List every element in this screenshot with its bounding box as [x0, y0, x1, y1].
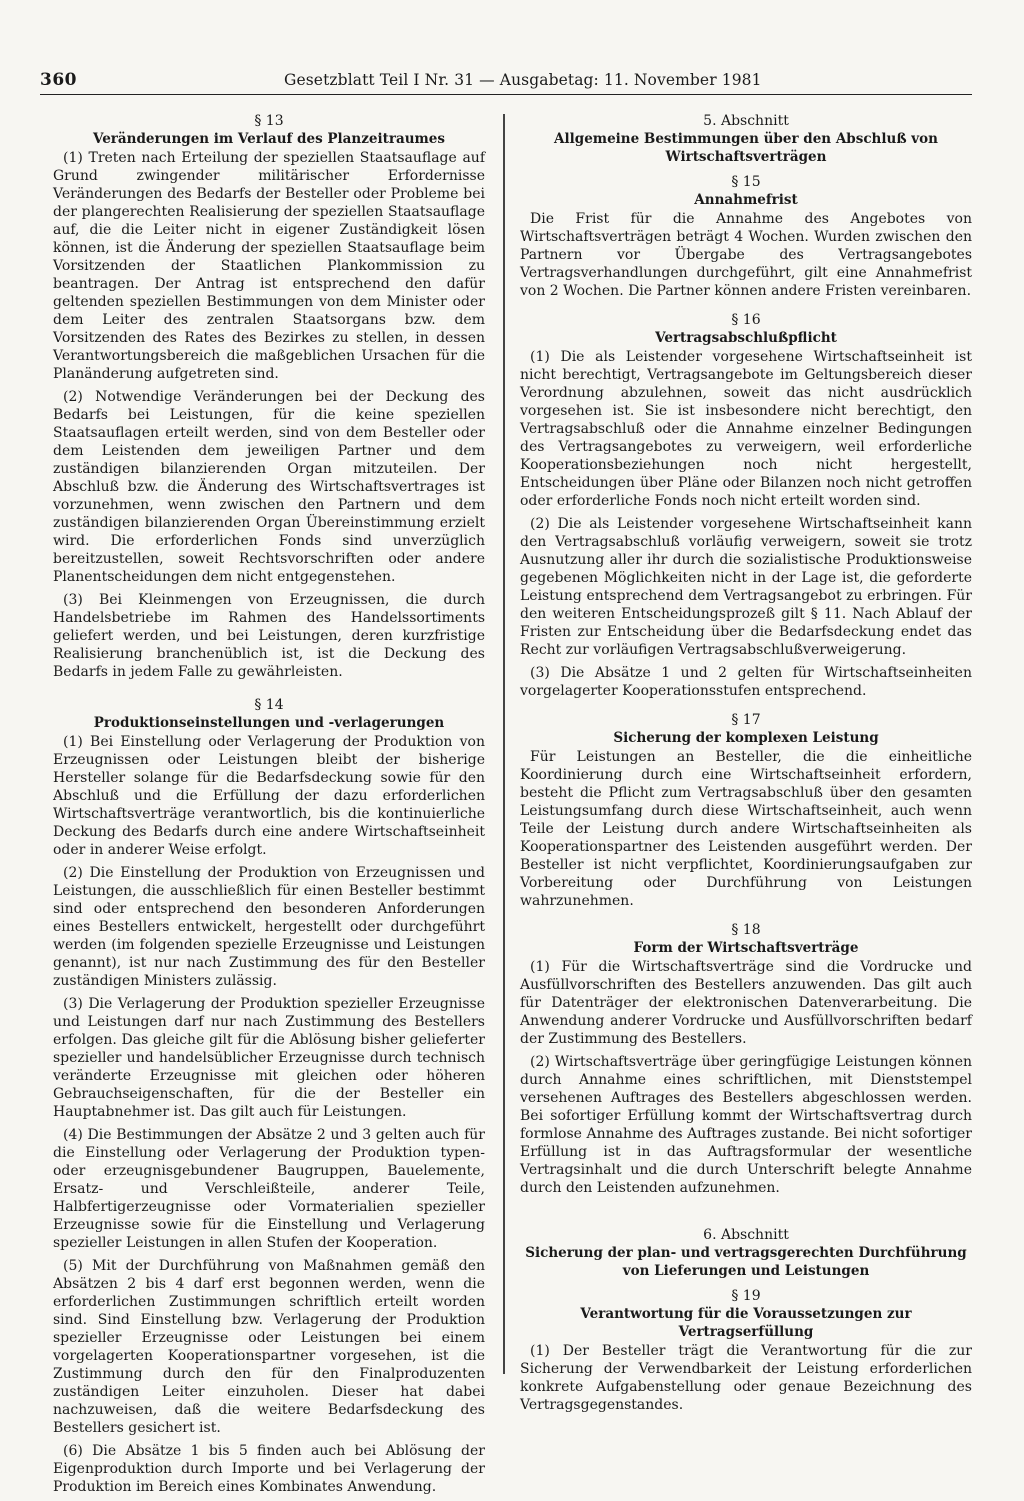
- section-number: § 15: [731, 174, 761, 190]
- section-title: Form der Wirtschaftsverträge: [633, 940, 859, 956]
- paragraph: (3) Die Verlagerung der Produktion spezieller Erzeugnisse und Leistungen darf nur nach Zustimmung des Bestellers erfolgen. Das gleiche gilt für die Ablösung bisher gelieferter spezieller und handelsüblicher Erzeugnisse durch technisch veränderte Erzeugnisse mit gleichen oder höheren Gebrauchseigenschaften, für die der Besteller ein Hauptabnehmer ist. Das gilt auch für Leistungen.: [53, 996, 485, 1120]
- chapter-number: 5. Abschnitt: [703, 113, 789, 129]
- section-18: [520, 921, 972, 1197]
- paragraph: (1) Bei Einstellung oder Verlagerung der Produktion von Erzeugnissen oder Leistungen bleibt der bisherige Hersteller solange für die Bedarfsdeckung sowie für den Abschluß und die Erfüllung der dazu erforderlichen Wirtschaftsverträge verantwortlich, bis die kontinuierliche Deckung des Bedarfs durch eine andere Wirtschaftseinheit oder in anderer Weise erfolgt.: [53, 734, 485, 858]
- paragraph: (1) Treten nach Erteilung der speziellen Staatsauflage auf Grund zwingender militärischer Erfordernisse Veränderungen des Bedarfs der Besteller oder Probleme bei der plangerechten Realisierung der speziellen Staatsauflage auf, die die Leiter nicht in eigener Zuständigkeit lösen können, ist die Änderung der speziellen Staatsauflage beim Vorsitzenden der Staatlichen Plankommission zu beantragen. Der Antrag ist entsprechend den dafür geltenden speziellen Bestimmungen von dem Minister oder dem Leiter des zentralen Staatsorgans bzw. dem Vorsitzenden des Rates des Bezirkes zu stellen, in dessen Verantwortungsbereich die maßgeblichen Ursachen für die Planänderung aufgetreten sind.: [53, 150, 485, 382]
- section-number: § 17: [731, 712, 761, 728]
- paragraph: (2) Notwendige Veränderungen bei der Deckung des Bedarfs bei Leistungen, für die keine speziellen Staatsauflagen erteilt werden, sind von dem Besteller oder dem Leistenden dem jeweiligen Partner und dem zuständigen bilanzierenden Organ mitzuteilen. Der Abschluß bzw. die Änderung des Wirtschaftsvertrages ist vorzunehmen, wenn zwischen den Partnern und dem zuständigen bilanzierenden Organ Übereinstimmung erzielt wird. Die erforderlichen Fonds sind unverzüglich bereitzustellen, soweit Rechtsvorschriften oder andere Planentscheidungen dem nicht entgegenstehen.: [53, 389, 485, 585]
- section-number: § 18: [731, 922, 761, 938]
- section-number: § 14: [254, 697, 284, 713]
- header-title: Gesetzblatt Teil I Nr. 31 — Ausgabetag: 11. November 1981: [284, 71, 762, 89]
- section-title: Produktionseinstellungen und -verlagerungen: [93, 715, 445, 731]
- paragraph: (6) Die Absätze 1 bis 5 finden auch bei Ablösung der Eigenproduktion durch Importe und bei Verlagerung der Produktion im Bereich eines Kombinates Anwendung.: [53, 1443, 485, 1495]
- paragraph: (2) Wirtschaftsverträge über geringfügige Leistungen können durch Annahme eines schriftlichen, mit Dienststempel versehenen Auftrages des Bestellers abgeschlossen werden. Bei sofortiger Erfüllung kommt der Wirtschaftsvertrag durch formlose Annahme des Auftrages zustande. Bei nicht sofortiger Erfüllung ist in das Auftragsformular der wesentliche Vertragsinhalt und die durch Unterschrift belegte Annahme durch den Leistenden aufzunehmen.: [520, 1054, 972, 1196]
- paragraph: (3) Die Absätze 1 und 2 gelten für Wirtschaftseinheiten vorgelagerter Kooperationsstufen entsprechend.: [520, 665, 972, 699]
- paragraph: (4) Die Bestimmungen der Absätze 2 und 3 gelten auch für die Einstellung oder Verlagerung der Produktion typen- oder erzeugnisgebundener Baugruppen, Bauelemente, Ersatz- und Verschleißteile, anderer Teile, Halbfertigerzeugnisse oder Vormaterialien spezieller Erzeugnisse sowie für die Einstellung und Verlagerung spezieller Leistungen in allen Stufen der Kooperation.: [53, 1127, 485, 1251]
- paragraph: (1) Der Besteller trägt die Verantwortung für die zur Sicherung der Verwendbarkeit der Leistung erforderlichen konkrete Aufgabenstellung oder genaue Bezeichnung des Vertragsgegenstandes.: [520, 1343, 972, 1413]
- paragraph: (1) Die als Leistender vorgesehene Wirtschaftseinheit ist nicht berechtigt, Vertragsangebote im Geltungsbereich dieser Verordnung abzulehnen, soweit das nicht ausdrücklich vorgesehen ist. Sie ist insbesondere nicht berechtigt, den Vertragsabschluß oder die Annahme einzelner Bedingungen des Vertragsangebotes zu verweigern, weil erforderliche Kooperationsbeziehungen noch nicht hergestellt, Entscheidungen über Pläne oder Bilanzen noch nicht getroffen oder erforderliche Fonds noch nicht erteilt worden sind.: [520, 349, 972, 509]
- paragraph: Die Frist für die Annahme des Angebotes von Wirtschaftsverträgen beträgt 4 Wochen. Wurden zwischen den Partnern vor Übergabe des Vertragsangebotes Vertragsverhandlungen durchgeführt, gilt eine Annahmefrist von 2 Wochen. Die Partner können andere Fristen vereinbaren.: [520, 211, 972, 299]
- paragraph: (2) Die als Leistender vorgesehene Wirtschaftseinheit kann den Vertragsabschluß vorläufig verweigern, soweit sie trotz Ausnutzung aller ihr durch die sozialistische Produktionsweise gegebenen Möglichkeiten nicht in der Lage ist, die geforderte Leistung entsprechend dem Vertragsangebot zu erbringen. Für den weiteren Entscheidungsprozeß gilt § 11. Nach Ablauf der Fristen zur Entscheidung über die Bedarfsdeckung endet das Recht zur vorläufigen Vertragsabschlußverweigerung.: [520, 516, 972, 658]
- section-17: [520, 711, 972, 910]
- chapter-title: Allgemeine Bestimmungen über den Abschluß von Wirtschaftsverträgen: [554, 131, 938, 165]
- left-column: [53, 112, 485, 1501]
- section-title: Verantwortung für die Voraussetzungen zur Vertragserfüllung: [580, 1306, 912, 1340]
- paragraph: (1) Für die Wirtschaftsverträge sind die Vordrucke und Ausfüllvorschriften des Bestellers anzuwenden. Das gilt auch für Datenträger der elektronischen Datenverarbeitung. Die Anwendung anderer Vordrucke und Ausfüllvorschriften bedarf der Zustimmung des Bestellers.: [520, 959, 972, 1047]
- paragraph: (2) Die Einstellung der Produktion von Erzeugnissen und Leistungen, die ausschließlich für einen Besteller bestimmt sind oder entsprechend den besonderen Anforderungen eines Bestellers entwickelt, hergestellt oder durchgeführt werden (im folgenden spezielle Erzeugnisse und Leistungen genannt), ist nur nach Zustimmung des für den Besteller zuständigen Ministers zulässig.: [53, 865, 485, 989]
- column-divider: [503, 114, 505, 1374]
- chapter-number: 6. Abschnitt: [703, 1227, 789, 1243]
- paragraph: (3) Bei Kleinmengen von Erzeugnissen, die durch Handelsbetriebe im Rahmen des Handelssortiments geliefert werden, und bei Leistungen, deren kurzfristige Realisierung branchenüblich ist, ist die Deckung des Bedarfs in jedem Falle zu gewährleisten.: [53, 592, 485, 680]
- section-title: Vertragsabschlußpflicht: [655, 330, 837, 346]
- section-16: [520, 311, 972, 700]
- paragraph: (5) Mit der Durchführung von Maßnahmen gemäß den Absätzen 2 bis 4 darf erst begonnen werden, wenn die erforderlichen Zustimmungen schriftlich erteilt worden sind. Sind Einstellung bzw. Verlagerung der Produktion spezieller Erzeugnisse oder Leistungen bei einem vorgelagerten Kooperationspartner vorgesehen, ist die Zustimmung durch den für den Finalproduzenten zuständigen Leiter einzuholen. Dieser hat dabei nachzuweisen, daß die weitere Bedarfsdeckung des Bestellers gesichert ist.: [53, 1258, 485, 1436]
- section-number: § 16: [731, 312, 761, 328]
- section-number: § 13: [254, 113, 284, 129]
- page-number: 360: [40, 70, 77, 90]
- abschnitt-5: [520, 112, 972, 166]
- chapter-title: Sicherung der plan- und vertragsgerechten Durchführung von Lieferungen und Leistungen: [525, 1245, 967, 1279]
- page-header: [40, 70, 972, 95]
- section-13: [53, 112, 485, 681]
- section-number: § 19: [731, 1288, 761, 1304]
- abschnitt-6: [520, 1226, 972, 1280]
- section-19: [520, 1287, 972, 1414]
- right-column: [520, 112, 972, 1419]
- section-title: Annahmefrist: [694, 192, 798, 208]
- section-15: [520, 173, 972, 300]
- paragraph: Für Leistungen an Besteller, die die einheitliche Koordinierung durch eine Wirtschaftseinheit erfordern, besteht die Pflicht zum Vertragsabschluß über den gesamten Leistungsumfang durch diese Wirtschaftseinheit, auch wenn Teile der Leistung durch andere Wirtschaftseinheiten als Kooperationspartner des Leistenden ausgeführt werden. Der Besteller ist nicht verpflichtet, Koordinierungsaufgaben zur Vorbereitung oder Durchführung von Leistungen wahrzunehmen.: [520, 749, 972, 909]
- section-14: [53, 696, 485, 1496]
- section-title: Sicherung der komplexen Leistung: [613, 730, 879, 746]
- section-title: Veränderungen im Verlauf des Planzeitraumes: [92, 131, 445, 147]
